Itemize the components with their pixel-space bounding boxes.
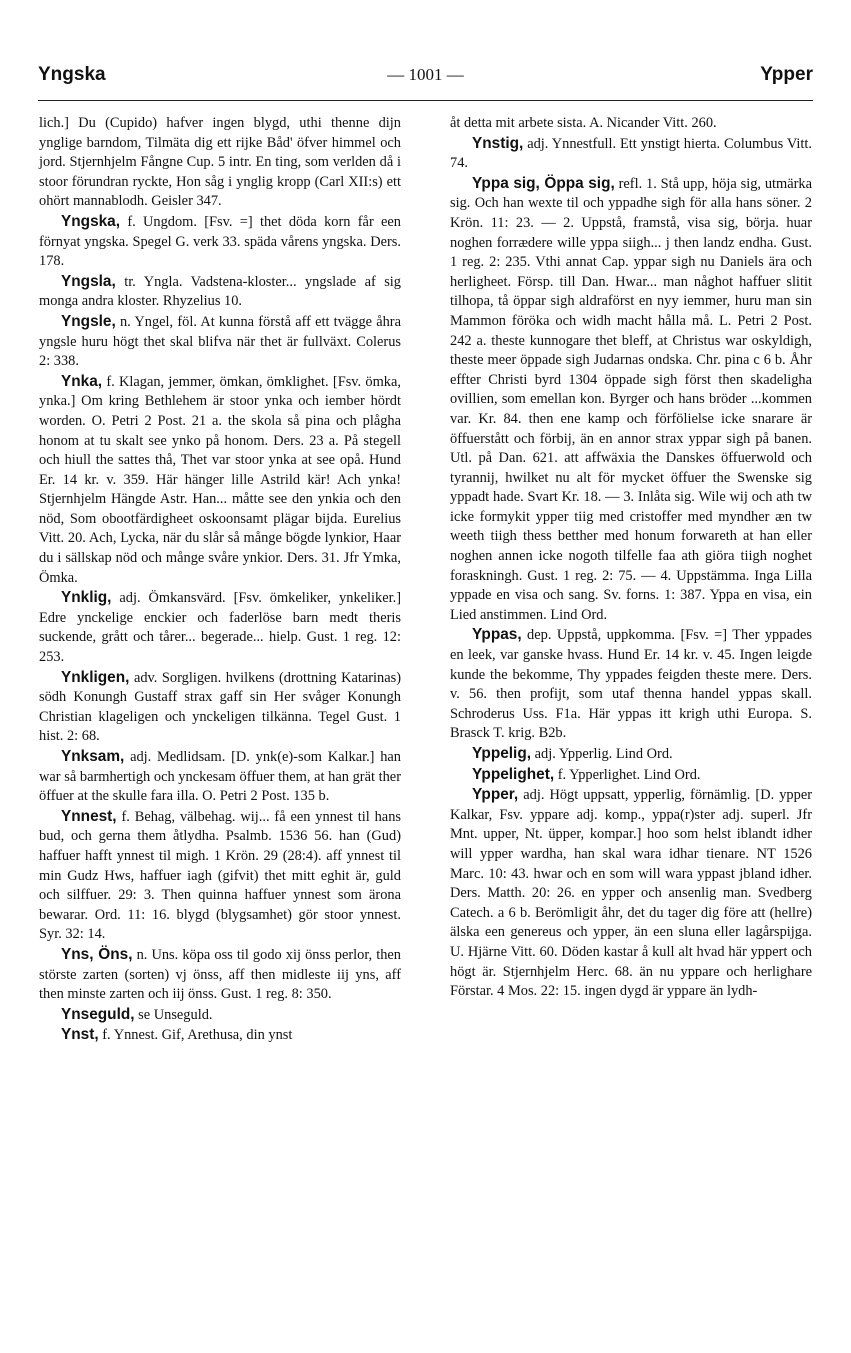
entry-headword: Ynseguld, [61, 1005, 135, 1023]
dictionary-entry [450, 134, 812, 174]
entry-headword: Ynnest, [61, 807, 117, 825]
entry-headword: Yppelighet, [472, 765, 555, 783]
entry-text: adj. Ynnestfull. Ett ynstigt hierta. Columbus Vitt. 74. [450, 135, 812, 172]
entry-text: f. Behag, välbehag. wij... få een ynnest til hans bud, och gerna them åtlydha. Psalmb. 1536 56. han (Gud) haffuer hafft ynnest til migh. 1 Krön. 29 (28:4). aff ynnest til min Gudz Hws, haffuer iagh (gifvit) thet mitt eghit är, guld och silffuer. 29: 3. Then quinna haffuer ynnest som ärona bewarar. Ord. 11: 16. blygd (blygsamhet) gör stoor ynnest. Syr. 32: 14. [39, 808, 401, 943]
dictionary-entry [39, 588, 401, 667]
dictionary-entry [39, 668, 401, 747]
dictionary-entry [39, 212, 401, 272]
entry-headword: Ynksam, [61, 748, 125, 765]
entry-headword: Yppelig, [472, 745, 532, 762]
entry-text: adj. Ömkansvärd. [Fsv. ömkeliker, ynkeliker.] Edre ynckelige enckier och faderlöse barn medt theris suckende, grått och tårer... begerade... hielp. Gust. 1 reg. 12: 253. [39, 590, 401, 666]
entry-text: åt detta mit arbete sista. A. Nicander Vitt. 260. [450, 115, 717, 131]
entry-headword: Ynka, [61, 372, 103, 390]
entry-text: dep. Uppstå, uppkomma. [Fsv. =] Ther yppades en leek, var ganske hvass. Hund Er. 14 kr. v. 45. Ingen leigde kunde the bekomme, Thy yppades feigden theste mere. Ders. v. 56. then profijt, som utaf thenna handel yppas skall. Schroderus Uss. F1a. Här yppas itt krigh uthi Europa. S. Brasck T. krig. B2b. [450, 627, 812, 742]
entry-headword: Ynklig, [61, 589, 112, 607]
entry-text: lich.] Du (Cupido) hafver ingen blygd, uthi thenne dijn ynglige barndom, Tilmäta dig ett rijke Båd' öfver himmel och jord. Stjernhjelm Fångne Cup. 5 intr. En ting, som verlden då i stoor förundran ryckte, Hon såg i ynglig kropp (Carl XII:s) ett ohört mannablodh. Geisler 347. [39, 115, 401, 210]
entry-headword: Yns, Öns, [61, 945, 133, 963]
header-right-word: Ypper [760, 64, 813, 85]
entry-text: adj. Ypperlig. Lind Ord. [531, 746, 673, 762]
dictionary-entry [39, 272, 401, 312]
dictionary-entry [39, 312, 401, 372]
entry-text: n. Yngel, föl. At kunna förstå aff ett tvägge åhra yngsle huru högt thet skal blifva när thet är fullväxt. Colerus 2: 338. [39, 313, 401, 370]
dictionary-entry [39, 1005, 401, 1026]
entry-headword: Yppa sig, Öppa sig, [472, 174, 615, 192]
entry-headword: Yngsle, [61, 312, 116, 330]
dictionary-entry [39, 807, 401, 945]
entry-text: f. Ynnest. Gif, Arethusa, din ynst [98, 1027, 293, 1044]
entry-text: f. Klagan, jemmer, ömkan, ömklighet. [Fsv. ömka, ynka.] Om kring Bethlehem är stoor ynka och iember hördt worden. O. Petri 2 Post. 21 a. the skola så pina och plågha honom at tu skalt see ynko på honom. Ders. 23 a. På stegell och hiull the sattes thå, Thet var stoor ynka at see opå. Hund Er. 14 kr. v. 359. Här hänger lille Astrild kär! Ach ynka! Stjernhjelm Hängde Astr. Han... måtte see den ynkia och den nöd, Som obootfärdigheet oskoonsamt plägar bijda. Eurelius Vitt. 20. Ach, Lycka, när du slår så månge bögde lynkior, Haar du i sällskap nöd och månge svåre ynkior. Ders. 31. Jfr Ymka, Ömka. [39, 373, 401, 586]
dictionary-entry [39, 945, 401, 1005]
entry-headword: Ynst, [61, 1026, 99, 1044]
dictionary-entry [450, 765, 812, 786]
dictionary-entry [39, 747, 401, 807]
entry-text: f. Ungdom. [Fsv. =] thet döda korn får een förnyat yngska. Spegel G. verk 33. späda vårens yngska. Ders. 178. [39, 213, 401, 270]
entry-headword: Yngsla, [61, 272, 116, 290]
entry-text: se Unseguld. [134, 1006, 213, 1023]
entry-text: refl. 1. Stå upp, höja sig, utmärka sig. Och han wexte til och yppadhe sigh för alla hans söner. 2 Krön. 11: 23. — 2. Uppstå, framstå, visa sig, börja. huar noghen forrædere wille yppa siigh... j then landz endha. Gust. 1 reg. 2: 235. Vthi annat Cap. yppar sigh nu Daniels ära och herligheet. Försp. till Dan. Hwar... man någhot haffuer slitit tilhopa, tå öppar sigh aldraförst en nyy iemmer, huru man sin Mammon föröka och widh macht hålla må. L. Petri 2 Post. 242 a. theste kunnogare thet bleff, at Christus war oskyldigh, theste meer öppade sigh Judarnas ondska. Chr. pina c 6 b. Åhr effter Christi byrd 1304 öppade sigh först then skadeligha ovillien, som emellan kon. Byrger och hans bröder ...kommen var. Kr. 84. then ene kamp och förfölielse icke snarare är öffuerstått och förbij, än en annor strax yppar sigh på banen. Utl. på Dan. 621. att affwäxia the Danskes öffuerwold och tyrannij, hwilket nu alt för mycket öffuer the Swenske sig yppadt hade. Svart Kr. 18. — 3. Inlåta sig. Wile wij och ath tw icke formykit ypper tiig med cristoffer med myndher æn tw weeth tiigh thess betther med honum forwareth at han eller noghen annen icke nogoth tilfelle faa ath giöra tiigh noghet foraskningh. Gust. 1 reg. 2: 75. — 4. Uppstämma. Inga Lilla yppade en visa och sang. Sv. forns. 1: 387. Yppa en visa, ein Lied anstimmen. Lind Ord. [450, 175, 812, 623]
header-rule [38, 100, 813, 101]
entry-headword: Yppas, [472, 626, 522, 644]
entry-text: f. Ypperlighet. Lind Ord. [554, 766, 701, 783]
dictionary-entry [39, 1025, 401, 1046]
running-header [38, 64, 813, 88]
entry-headword: Ypper, [472, 786, 519, 804]
dictionary-entry [39, 372, 401, 589]
header-left-word: Yngska [38, 64, 106, 85]
entry-text: adv. Sorgligen. hvilkens (drottning Katarinas) södh Konungh Gustaff strax gaff sin Her svåger Konungh Christian klageligen och ynckeligen tilkänna. Tegel Gust. 1 hist. 2: 68. [39, 669, 401, 745]
entry-headword: Ynstig, [472, 134, 524, 152]
entry-text: n. Uns. köpa oss til godo xij önss perlor, then störste zarten (sorten) vj önss, aff then midleste iij yns, aff then minste zarten och iij önss. Gust. 1 reg. 8: 350. [39, 946, 401, 1003]
entry-text: tr. Yngla. Vadstena-kloster... yngslade af sig monga andra kloster. Rhyzelius 10. [39, 273, 401, 310]
page-number: — 1001 — [387, 65, 464, 84]
entry-text: adj. Medlidsam. [D. ynk(e)-som Kalkar.] han war så barmhertigh och ynckesam öffuer them, at han grät ther öffuer at the skulle fara illa. O. Petri 2 Post. 135 b. [39, 749, 401, 805]
entry-text: adj. Högt uppsatt, ypperlig, förnämlig. [D. ypper Kalkar, Fsv. yppare adj. komp., yppa(r)ster adj. superl. Jfr Mnt. upper, Nt. üpper, kompar.] hoo som helst iblandt idher will ypper wardha, han skal wara idhar tienare. NT 1526 Marc. 10: 43. hwar och en som will wara yppast jbland idher. Ders. Matth. 20: 26. en ypper och ansenlig man. Svedberg Catech. a 6 b. Berömligit åhr, det du tager dig före att (hellre) älska een genereus och ypper, än een sluna eller lagårspijga. U. Hjärne Vitt. 60. Döden kastar å kull alt hvad här yppert och högt är. Stjernhjelm Herc. 68. än nu yppare och herlighare Förstar. 4 Mos. 22: 15. ingen dygd är yppare än lydh- [450, 787, 812, 1000]
entry-headword: Ynkligen, [61, 668, 130, 686]
dictionary-entry [450, 625, 812, 744]
entry-headword: Yngska, [61, 212, 121, 230]
dictionary-entry [450, 785, 812, 1002]
left-column [39, 113, 401, 1046]
dictionary-entry [450, 174, 812, 626]
dictionary-entry [450, 113, 812, 134]
dictionary-entry [39, 113, 401, 212]
right-column [450, 113, 812, 1002]
dictionary-entry [450, 744, 812, 765]
